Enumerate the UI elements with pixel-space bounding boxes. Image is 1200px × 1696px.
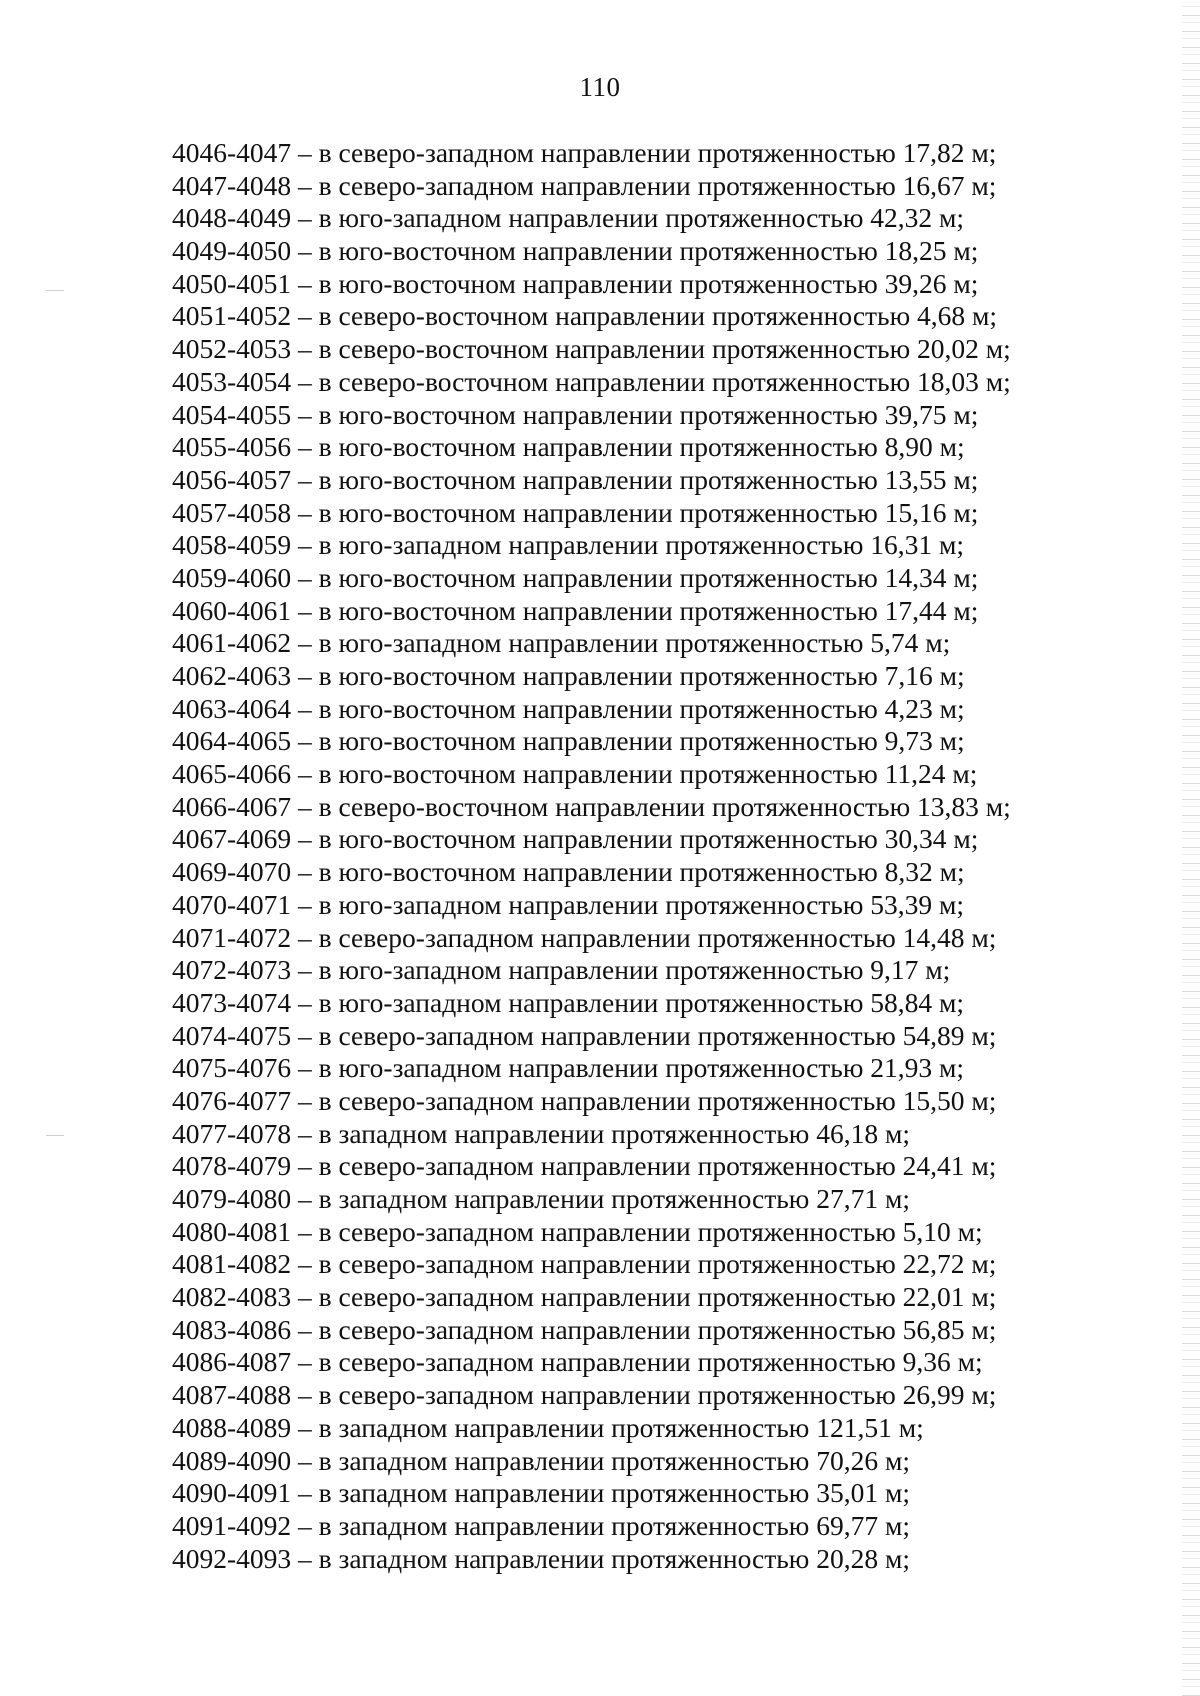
boundary-segment-line: 4058-4059 – в юго-западном направлении протяженностью 16,31 м;: [172, 529, 965, 561]
boundary-segment-line: 4088-4089 – в западном направлении протяженностью 121,51 м;: [172, 1411, 924, 1443]
boundary-segment-line: 4065-4066 – в юго-восточном направлении протяженностью 11,24 м;: [172, 758, 978, 790]
boundary-segment-line: 4060-4061 – в юго-восточном направлении протяженностью 17,44 м;: [172, 594, 979, 626]
boundary-segment-line: 4064-4065 – в юго-восточном направлении протяженностью 9,73 м;: [172, 725, 965, 757]
scan-artifact-line: [46, 1135, 64, 1136]
boundary-segment-line: 4063-4064 – в юго-восточном направлении протяженностью 4,23 м;: [172, 692, 965, 724]
scan-artifact-line: [46, 290, 64, 291]
boundary-segment-line: 4076-4077 – в северо-западном направлении протяженностью 15,50 м;: [172, 1084, 997, 1116]
boundary-segment-line: 4087-4088 – в северо-западном направлении протяженностью 26,99 м;: [172, 1379, 997, 1411]
page-number: 110: [579, 72, 621, 102]
boundary-segment-line: 4066-4067 – в северо-восточном направлении протяженностью 13,83 м;: [172, 790, 1011, 822]
boundary-segment-line: 4055-4056 – в юго-восточном направлении протяженностью 8,90 м;: [172, 431, 965, 463]
boundary-segment-line: 4083-4086 – в северо-западном направлении протяженностью 56,85 м;: [172, 1313, 997, 1345]
boundary-segment-list: [172, 137, 1112, 1575]
boundary-segment-line: 4056-4057 – в юго-восточном направлении протяженностью 13,55 м;: [172, 463, 979, 495]
boundary-segment-line: 4061-4062 – в юго-западном направлении протяженностью 5,74 м;: [172, 627, 951, 659]
boundary-segment-line: 4090-4091 – в западном направлении протяженностью 35,01 м;: [172, 1477, 911, 1509]
boundary-segment-line: 4080-4081 – в северо-западном направлении протяженностью 5,10 м;: [172, 1215, 983, 1247]
boundary-segment-line: 4091-4092 – в западном направлении протяженностью 69,77 м;: [172, 1509, 911, 1541]
boundary-segment-line: 4071-4072 – в северо-западном направлении протяженностью 14,48 м;: [172, 921, 997, 953]
boundary-segment-line: 4047-4048 – в северо-западном направлении протяженностью 16,67 м;: [172, 169, 997, 201]
boundary-segment-line: 4062-4063 – в юго-восточном направлении протяженностью 7,16 м;: [172, 660, 965, 691]
boundary-segment-line: 4046-4047 – в северо-западном направлении протяженностью 17,82 м;: [172, 137, 997, 168]
boundary-segment-line: 4073-4074 – в юго-западном направлении протяженностью 58,84 м;: [172, 986, 965, 1018]
boundary-segment-line: 4054-4055 – в юго-восточном направлении протяженностью 39,75 м;: [172, 398, 979, 430]
boundary-segment-line: 4078-4079 – в северо-западном направлении протяженностью 24,41 м;: [172, 1150, 997, 1182]
boundary-segment-line: 4081-4082 – в северо-западном направлении протяженностью 22,72 м;: [172, 1248, 997, 1280]
boundary-segment-line: 4079-4080 – в западном направлении протяженностью 27,71 м;: [172, 1183, 911, 1214]
boundary-segment-line: 4057-4058 – в юго-восточном направлении протяженностью 15,16 м;: [172, 496, 979, 528]
boundary-segment-line: 4051-4052 – в северо-восточном направлении протяженностью 4,68 м;: [172, 300, 998, 332]
boundary-segment-line: 4049-4050 – в юго-восточном направлении протяженностью 18,25 м;: [172, 235, 979, 267]
boundary-segment-line: 4053-4054 – в северо-восточном направлении протяженностью 18,03 м;: [172, 365, 1011, 397]
boundary-segment-line: 4048-4049 – в юго-западном направлении протяженностью 42,32 м;: [172, 202, 965, 234]
boundary-segment-line: 4089-4090 – в западном направлении протяженностью 70,26 м;: [172, 1444, 911, 1476]
boundary-segment-line: 4075-4076 – в юго-западном направлении протяженностью 21,93 м;: [172, 1052, 965, 1084]
boundary-segment-line: 4072-4073 – в юго-западном направлении протяженностью 9,17 м;: [172, 954, 951, 986]
boundary-segment-line: 4059-4060 – в юго-восточном направлении протяженностью 14,34 м;: [172, 561, 979, 593]
boundary-segment-line: 4074-4075 – в северо-западном направлении протяженностью 54,89 м;: [172, 1019, 997, 1051]
scan-edge-shadow: [1182, 0, 1200, 1696]
boundary-segment-line: 4052-4053 – в северо-восточном направлении протяженностью 20,02 м;: [172, 333, 1011, 365]
boundary-segment-line: 4069-4070 – в юго-восточном направлении протяженностью 8,32 м;: [172, 856, 965, 888]
boundary-segment-line: 4050-4051 – в юго-восточном направлении протяженностью 39,26 м;: [172, 267, 979, 299]
boundary-segment-line: 4067-4069 – в юго-восточном направлении протяженностью 30,34 м;: [172, 823, 979, 855]
boundary-segment-line: 4070-4071 – в юго-западном направлении протяженностью 53,39 м;: [172, 888, 965, 920]
boundary-segment-line: 4086-4087 – в северо-западном направлении протяженностью 9,36 м;: [172, 1346, 983, 1378]
boundary-segment-line: 4092-4093 – в западном направлении протяженностью 20,28 м;: [172, 1542, 911, 1574]
boundary-segment-line: 4077-4078 – в западном направлении протяженностью 46,18 м;: [172, 1117, 911, 1149]
boundary-segment-line: 4082-4083 – в северо-западном направлении протяженностью 22,01 м;: [172, 1281, 997, 1313]
